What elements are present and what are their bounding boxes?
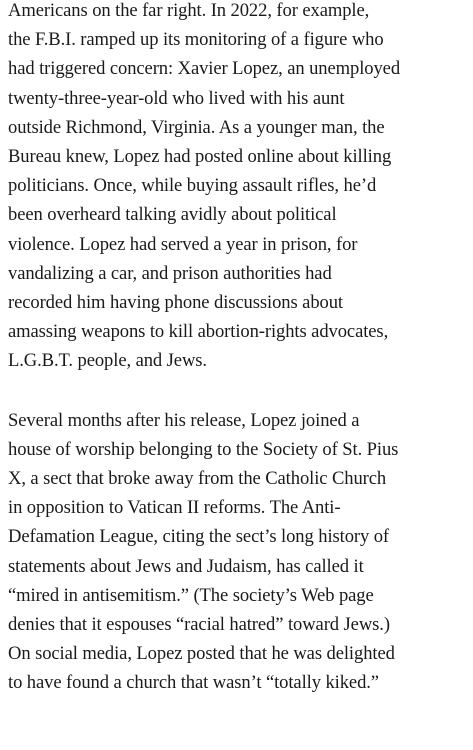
text-line: Several months after his release, Lopez joined a [8,409,360,431]
text-line: outside Richmond, Virginia. As a younger man, the [8,116,385,138]
text-line: Bureau knew, Lopez had posted online about killing [8,146,392,168]
text-line: statements about Jews and Judaism, has called it [8,555,364,577]
text-line: violence. Lopez had served a year in prison, for [8,233,358,255]
paragraph-2 [8,406,470,698]
text-line: Defamation League, citing the sect’s long history of [8,526,390,548]
text-line: On social media, Lopez posted that he was delighted [8,643,395,665]
text-line: denies that it espouses “racial hatred” toward Jews.) [8,614,390,636]
text-line: amassing weapons to kill abortion-rights advocates, [8,321,389,343]
text-line: in opposition to Vatican II reforms. The Anti- [8,497,341,519]
text-line: the F.B.I. ramped up its monitoring of a figure who [8,29,384,51]
text-line: had triggered concern: Xavier Lopez, an unemployed [8,58,401,80]
text-line: X, a sect that broke away from the Catholic Church [8,468,387,490]
article-body [8,0,470,698]
text-line: Americans on the far right. In 2022, for example, [8,0,370,21]
text-line: house of worship belonging to the Society of St. Pius [8,438,399,460]
text-line: vandalizing a car, and prison authorities had [8,262,332,284]
text-line: recorded him having phone discussions about [8,292,343,314]
text-line: L.G.B.T. people, and Jews. [8,350,207,372]
text-line: to have found a church that wasn’t “totally kiked.” [8,672,379,694]
text-line: politicians. Once, while buying assault rifles, he’d [8,175,377,197]
paragraph-1 [8,0,470,376]
text-line: been overheard talking avidly about political [8,204,337,226]
text-line: “mired in antisemitism.” (The society’s Web page [8,584,374,606]
text-line: twenty-three-year-old who lived with his aunt [8,87,345,109]
